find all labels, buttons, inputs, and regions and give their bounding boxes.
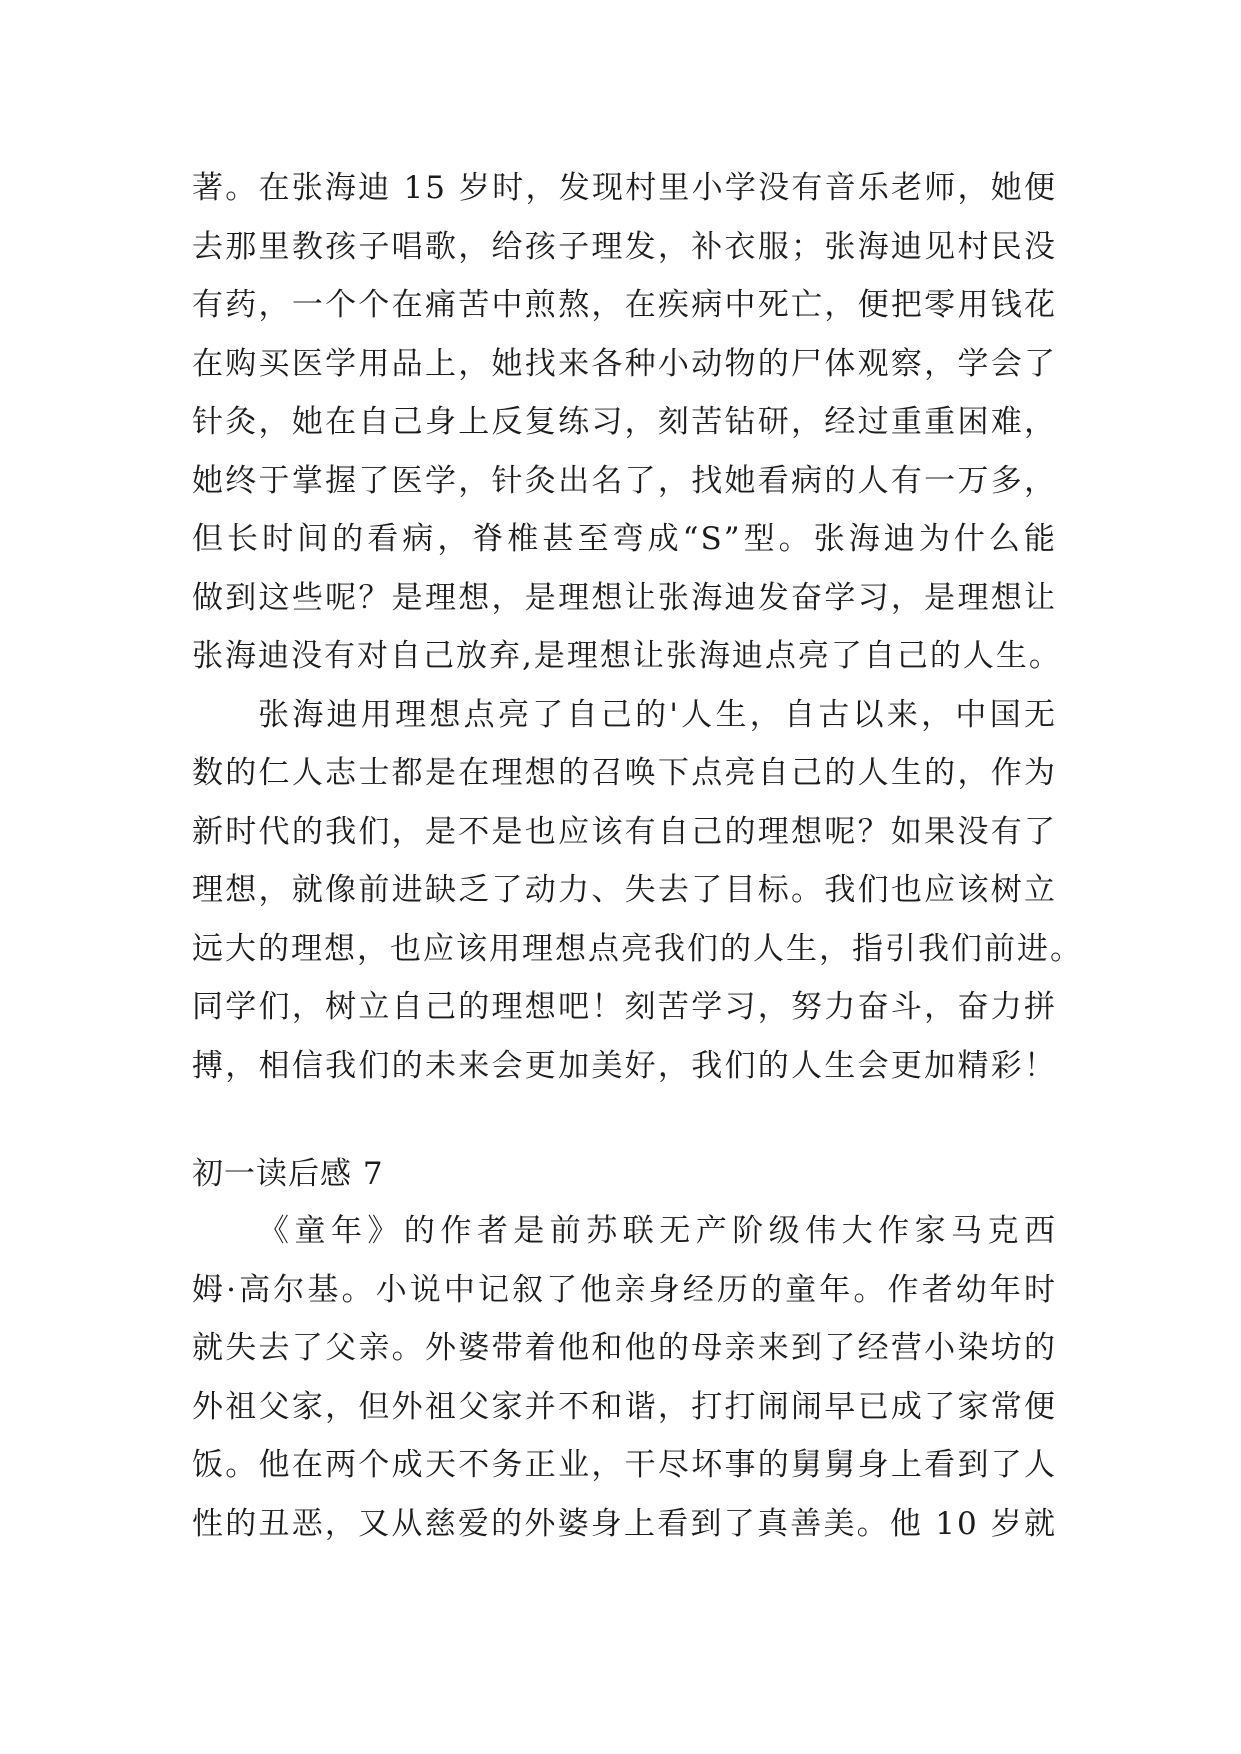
text-line: 但长时间的看病，脊椎甚至弯成“S”型。张海迪为什么能	[192, 521, 1057, 557]
text-line: 远大的理想，也应该用理想点亮我们的人生，指引我们前进。	[192, 930, 1083, 967]
text-line: 去那里教孩子唱歌，给孩子理发，补衣服；张海迪见村民没	[192, 228, 1057, 265]
body-text-lower	[192, 1202, 1057, 1553]
body-text-upper	[192, 159, 1083, 1095]
text-line: 有药，一个个在痛苦中煎熬，在疾病中死亡，便把零用钱花	[192, 287, 1057, 323]
text-line: 同学们，树立自己的理想吧！刻苦学习，努力奋斗，奋力拼	[192, 989, 1057, 1025]
paragraph-childhood-review	[192, 1202, 1057, 1553]
text-line: 在购买医学用品上，她找来各种小动物的尸体观察，学会了	[192, 345, 1057, 382]
text-line: 《童年》的作者是前苏联无产阶级伟大作家马克西	[258, 1213, 1057, 1249]
text-line: 饭。他在两个成天不务正业，干尽坏事的舅舅身上看到了人	[192, 1447, 1057, 1483]
text-line: 搏，相信我们的未来会更加美好，我们的人生会更加精彩！	[192, 1047, 1057, 1084]
text-line: 理想，就像前进缺乏了动力、失去了目标。我们也应该树立	[192, 872, 1057, 908]
text-line: 姆·高尔基。小说中记叙了他亲身经历的童年。作者幼年时	[192, 1271, 1057, 1308]
text-line: 张海迪用理想点亮了自己的'人生，自古以来，中国无	[258, 696, 1057, 733]
paragraph-ideals-conclusion	[192, 686, 1083, 1096]
text-line: 新时代的我们，是不是也应该有自己的理想呢？如果没有了	[192, 813, 1057, 850]
text-line: 著。在张海迪 15 岁时，发现村里小学没有音乐老师，她便	[192, 170, 1057, 206]
text-line: 性的丑恶，又从慈爱的外婆身上看到了真善美。他 10 岁就	[192, 1505, 1057, 1542]
text-line: 数的仁人志士都是在理想的召唤下点亮自己的人生的，作为	[192, 755, 1057, 791]
text-line: 做到这些呢？是理想，是理想让张海迪发奋学习，是理想让	[192, 579, 1057, 616]
text-line: 针灸，她在自己身上反复练习，刻苦钻研，经过重重困难，	[192, 404, 1057, 440]
text-line: 她终于掌握了医学，针灸出名了，找她看病的人有一万多，	[192, 462, 1057, 499]
paragraph-zhang-haidi-story	[192, 159, 1062, 686]
text-line: 就失去了父亲。外婆带着他和他的母亲来到了经营小染坊的	[192, 1330, 1057, 1366]
text-line: 张海迪没有对自己放弃,是理想让张海迪点亮了自己的人生。	[192, 638, 1062, 674]
text-line: 外祖父家，但外祖父家并不和谐，打打闹闹早已成了家常便	[192, 1388, 1057, 1425]
section-heading: 初一读后感 7	[192, 1156, 384, 1192]
